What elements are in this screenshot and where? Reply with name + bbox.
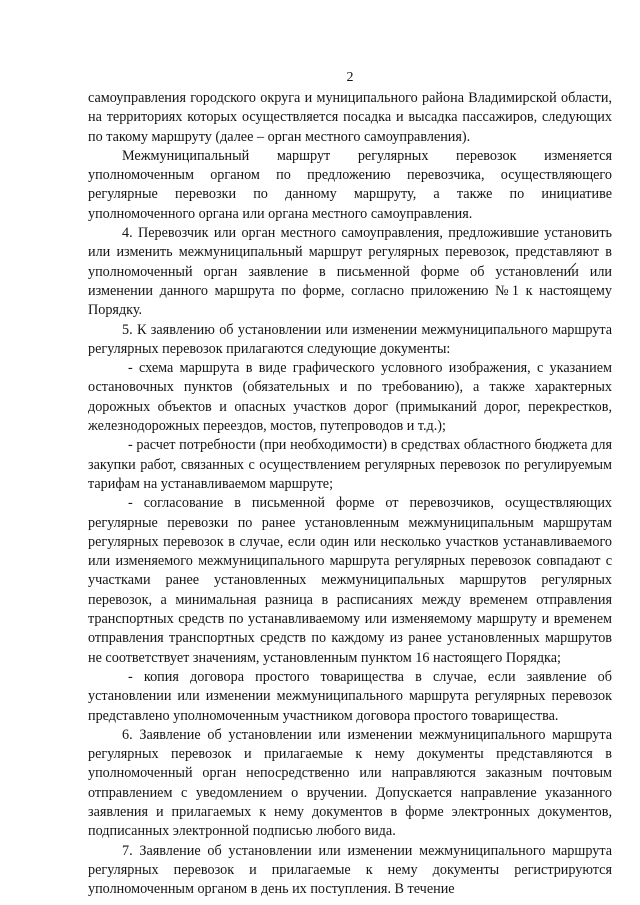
list-item-route-scheme: - схема маршрута в виде графического условного изображения, с указанием остановочных пунктов (обязательных и по требованию), а также характерных дорожных объектов и опасных участков дорог (примыканий дорог, перекрестков, железнодорожных переездов, мостов, путепроводов и т.д.); [88,360,612,435]
paragraph-item-6: 6. Заявление об установлении или изменении межмуниципального маршрута регулярных перевозок и прилагаемые к нему документы представляются в уполномоченный орган непосредственно или направляются заказным почтовым отправлением с уведомлением о вручении. Допускается направление указанного заявления и прилагаемых к нему документов в форме электронных документов, подписанных электронной подписью любого вида. [88,726,612,840]
paragraph-item-4: 4. Перевозчик или орган местного самоуправления, предложившие установить или изменить межмуниципальный маршрут регулярных перевозок, представляют в уполномоченный орган заявление в письменной форме об установлении или изменении данного маршрута по форме, согласно приложению №1 к настоящему Порядку. [88,225,612,319]
list-item-partnership-copy: - копия договора простого товарищества в случае, если заявление об установлении или изменении межмуниципального маршрута регулярных перевозок представлено уполномоченным участником договора простого товарищества. [88,668,612,724]
list-item-carrier-agreement: - согласование в письменной форме от перевозчиков, осуществляющих регулярные перевозки по ранее установленным межмуниципальным маршрутам регулярных перевозок в случае, если один или несколько участков устанавливаемого или изменяемого межмуниципального маршрута регулярных перевозок совпадают с участками ранее установленных межмуниципальных маршрутов регулярных перевозок, а минимальная разница в расписаниях между временем отправления транспортных средств по устанавливаемому или изменяемому маршруту и временем отправления транспортных средств по каждому из ранее установленных маршрутов не соответствует значениям, установленным пунктом 16 настоящего Порядка; [88,495,612,666]
paragraph-continuation: самоуправления городского округа и муниципального района Владимирской области, на территориях которых осуществляется посадка и высадка пассажиров, следующих по такому маршруту (далее – орган местного самоуправления). [88,90,612,145]
list-item-budget-calculation: - расчет потребности (при необходимости) в средствах областного бюджета для закупки работ, связанных с осуществлением регулярных перевозок по регулируемым тарифам на устанавливаемом маршруте; [88,437,612,492]
paragraph-route-change: Межмуниципальный маршрут регулярных перевозок изменяется уполномоченным органом по предложению перевозчика, осуществляющего регулярные перевозки по данному маршруту, а также по инициативе уполномоченного органа или органа местного самоуправления. [88,147,612,222]
paragraph-item-7: 7. Заявление об установлении или изменении межмуниципального маршрута регулярных перевозок и прилагаемые к нему документы регистрируются уполномоченным органом в день их поступления. В течение [88,842,612,898]
paragraph-item-5: 5. К заявлению об установлении или изменении межмуниципального маршрута регулярных перевозок прилагаются следующие документы: [88,321,612,357]
page-number: 2 [346,70,354,85]
handwritten-tick-mark [565,261,579,275]
